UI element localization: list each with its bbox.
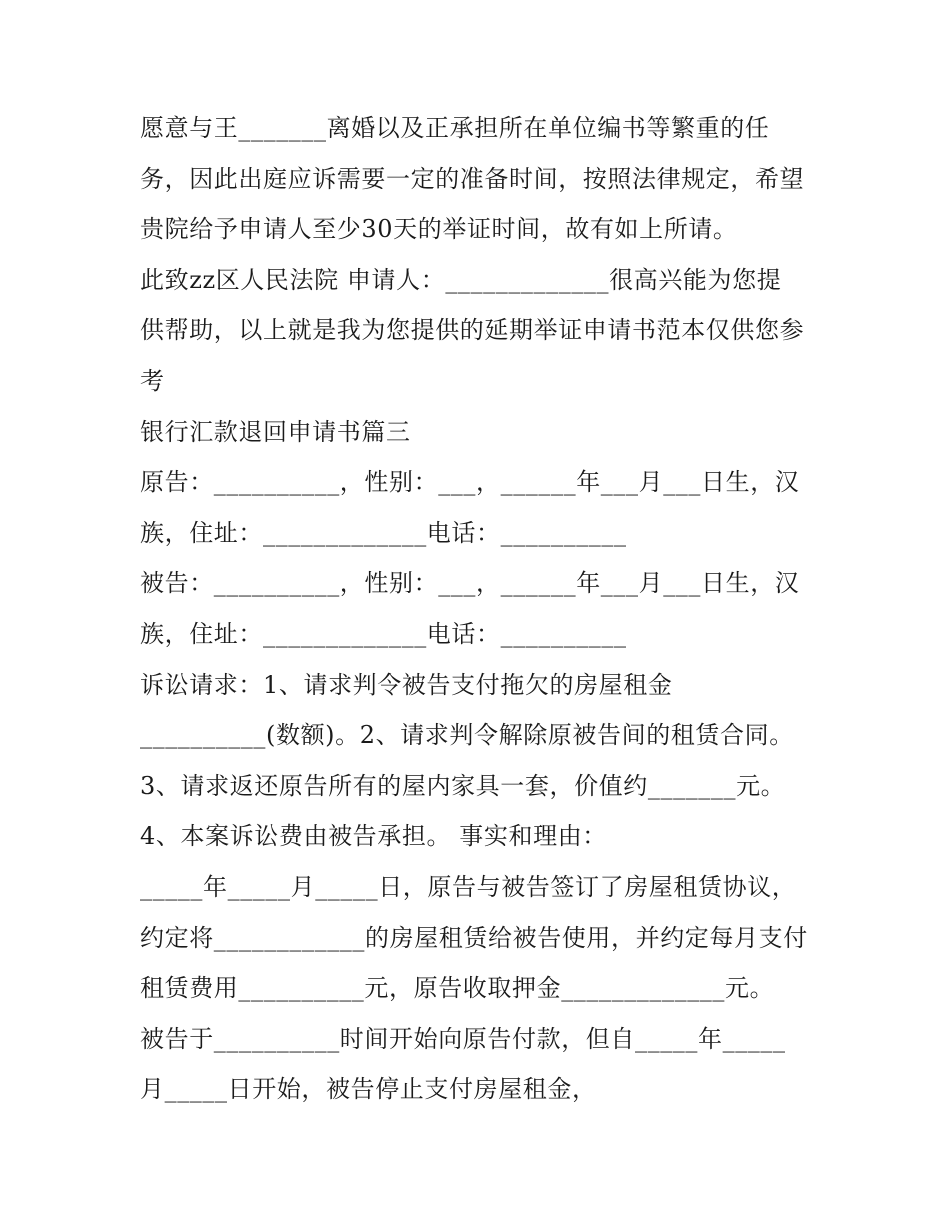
section-heading: 银行汇款退回申请书篇三 (140, 417, 411, 446)
text-line: _____年_____月_____日，原告与被告签订了房屋租赁协议， (140, 872, 797, 901)
text-line: 此致zz区人民法院 申请人：_____________很高兴能为您提 (140, 265, 782, 294)
text-line: 约定将____________的房屋租赁给被告使用，并约定每月支付 (140, 923, 808, 952)
text-line: 原告：__________，性别：___，______年___月___日生，汉 (140, 468, 800, 497)
text-line: 租赁费用__________元，原告收取押金_____________元。 (140, 974, 775, 1003)
text-line: 被告于__________时间开始向原告付款，但自_____年_____ (140, 1024, 786, 1053)
text-line: 愿意与王_______离婚以及正承担所在单位编书等繁重的任 (140, 114, 770, 142)
text-line: 务，因此出庭应诉需要一定的准备时间，按照法律规定，希望 (140, 164, 805, 193)
text-line: 族，住址：_____________电话：__________ (140, 518, 627, 547)
text-line: 族，住址：_____________电话：__________ (140, 619, 627, 648)
text-line: 供帮助，以上就是我为您提供的延期举证申请书范本仅供您参 (140, 316, 805, 345)
text-line: 4、本案诉讼费由被告承担。 事实和理由： (140, 822, 607, 851)
text-line: 考 (140, 366, 165, 395)
text-line: __________(数额)。2、请求判令解除原被告间的租赁合同。 (140, 721, 794, 750)
text-line: 诉讼请求：1、请求判令被告支付拖欠的房屋租金 (140, 670, 673, 699)
text-line: 被告：__________，性别：___，______年___月___日生，汉 (140, 569, 800, 598)
text-line: 贵院给予申请人至少30天的举证时间，故有如上所请。 (140, 215, 738, 244)
text-line: 月_____日开始，被告停止支付房屋租金， (140, 1075, 597, 1104)
text-line: 3、请求返还原告所有的屋内家具一套，价值约_______元。 (140, 771, 786, 800)
document-body (140, 103, 830, 1115)
